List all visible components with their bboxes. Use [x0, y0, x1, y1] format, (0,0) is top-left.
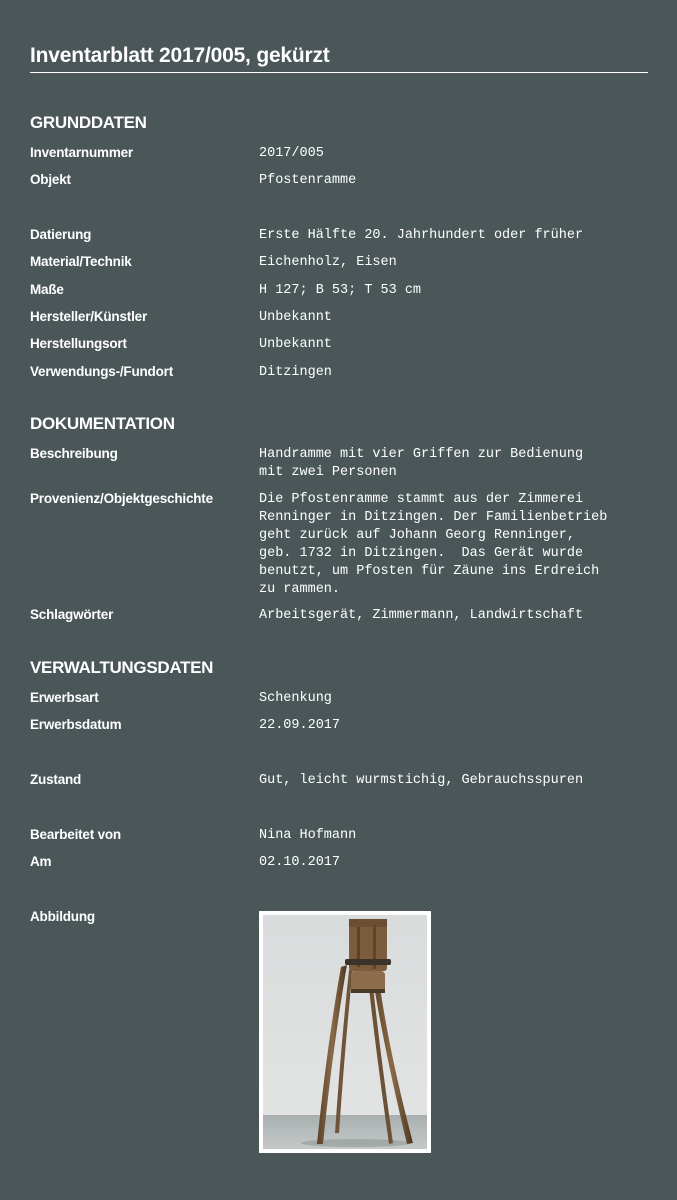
field-label-schlagwoerter: Schlagwörter	[30, 607, 114, 622]
post-rammer-image	[263, 915, 427, 1149]
field-value-datierung: Erste Hälfte 20. Jahrhundert oder früher	[259, 228, 584, 243]
field-label-material-technik: Material/Technik	[30, 254, 132, 269]
field-value-bearbeitet-von: Nina Hofmann	[259, 828, 357, 843]
field-label-datierung: Datierung	[30, 227, 92, 242]
field-label-objekt: Objekt	[30, 172, 71, 187]
field-label-erwerbsdatum: Erwerbsdatum	[30, 717, 122, 732]
field-value-inventarnummer: 2017/005	[259, 146, 324, 161]
field-value-provenienz: Die Pfostenramme stammt aus der Zimmerei Renninger in Ditzingen. Der Familienbetrieb geht zurück auf Johann Georg Renninger, geb. 1732 in Ditzingen. Das Gerät wurde benutzt, um Pfosten für Zäune ins Erdreich zu rammen.	[259, 492, 608, 597]
field-value-fundort: Ditzingen	[259, 365, 332, 380]
field-label-abbildung: Abbildung	[30, 909, 95, 924]
field-value-erwerbsart: Schenkung	[259, 691, 332, 706]
section-heading-verwaltungsdaten: VERWALTUNGSDATEN	[30, 658, 214, 677]
field-label-inventarnummer: Inventarnummer	[30, 145, 133, 160]
field-label-erwerbsart: Erwerbsart	[30, 690, 99, 705]
field-value-hersteller: Unbekannt	[259, 310, 332, 325]
object-photo	[259, 911, 431, 1153]
field-label-bearbeitet-von: Bearbeitet von	[30, 827, 121, 842]
field-value-herstellungsort: Unbekannt	[259, 337, 332, 352]
field-value-erwerbsdatum: 22.09.2017	[259, 718, 341, 733]
field-value-schlagwoerter: Arbeitsgerät, Zimmermann, Landwirtschaft	[259, 608, 584, 623]
field-label-am: Am	[30, 854, 52, 869]
field-value-am: 02.10.2017	[259, 855, 341, 870]
page-title: Inventarblatt 2017/005, gekürzt	[30, 44, 648, 73]
field-value-material-technik: Eichenholz, Eisen	[259, 255, 397, 270]
field-label-beschreibung: Beschreibung	[30, 446, 118, 461]
field-value-zustand: Gut, leicht wurmstichig, Gebrauchsspuren	[259, 773, 584, 788]
field-label-herstellungsort: Herstellungsort	[30, 336, 127, 351]
field-value-masse: H 127; B 53; T 53 cm	[259, 283, 422, 298]
section-heading-dokumentation: DOKUMENTATION	[30, 414, 175, 433]
field-label-fundort: Verwendungs-/Fundort	[30, 364, 173, 379]
field-label-provenienz: Provenienz/Objektgeschichte	[30, 491, 213, 506]
field-value-beschreibung: Handramme mit vier Griffen zur Bedienung mit zwei Personen	[259, 447, 584, 480]
field-value-objekt: Pfostenramme	[259, 173, 357, 188]
section-heading-grunddaten: GRUNDDATEN	[30, 113, 147, 132]
field-label-hersteller: Hersteller/Künstler	[30, 309, 147, 324]
field-label-zustand: Zustand	[30, 772, 82, 787]
field-label-masse: Maße	[30, 282, 64, 297]
